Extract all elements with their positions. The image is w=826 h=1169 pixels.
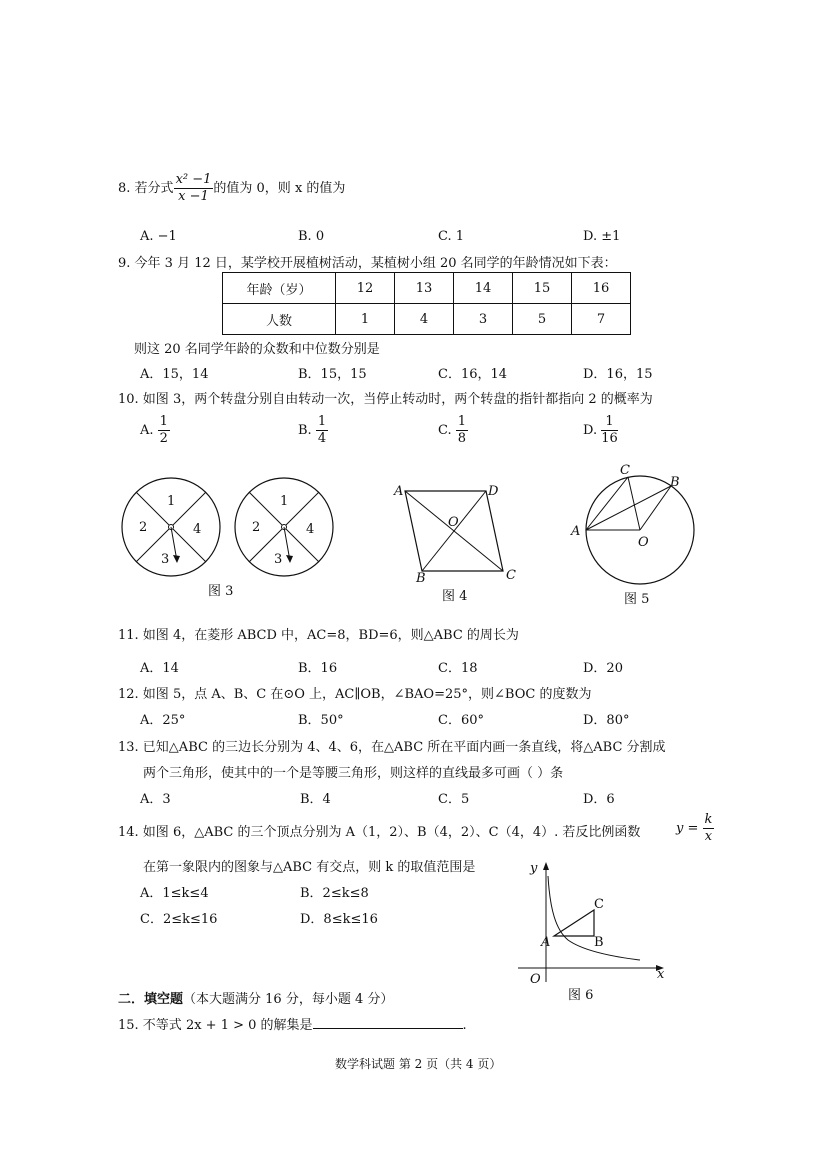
q9-question: 则这 20 名同学年龄的众数和中位数分别是 (134, 342, 380, 357)
q8-option-a: A. −1 (140, 229, 177, 244)
segment-ab (586, 486, 671, 530)
q12-option-a: A．25° (140, 713, 186, 728)
vertex-label: O (448, 515, 459, 530)
vertex-label: A (541, 935, 551, 950)
vertex-label: A (394, 484, 404, 499)
spinner-label: 3 (161, 552, 170, 567)
vertex-label: B (416, 571, 426, 586)
table-cell: 4 (395, 304, 454, 335)
q13-option-b: B．4 (300, 792, 331, 807)
q10-option-a: A. $\frac{1}{2}$ (140, 414, 168, 446)
figure-5-circle (568, 462, 708, 592)
spinner-label: 2 (252, 520, 261, 535)
vertex-label: D (488, 484, 499, 499)
figure-4-caption: 图 4 (442, 589, 468, 604)
q11-option-c: C．18 (438, 661, 478, 676)
q12-option-d: D．80° (583, 713, 630, 728)
q14-stem-line1: 14. 如图 6，△ABC 的三个顶点分别为 A（1，2）、B（4，2）、C（4，4）. 若反比例函数 (118, 825, 641, 840)
spinner-label: 2 (139, 520, 148, 535)
q14-option-a: A．1≤k≤4 (140, 886, 209, 901)
q8-option-b: B. 0 (298, 229, 325, 244)
q13-stem-line2: 两个三角形，使其中的一个是等腰三角形，则这样的直线最多可画（ ）条 (143, 766, 564, 781)
fraction: $\frac{1}{2}$ (159, 414, 168, 446)
q11-option-b: B．16 (298, 661, 338, 676)
spinner-label: 1 (167, 494, 176, 509)
q14-function: y = $\frac{k}{x}$ (676, 812, 713, 844)
fraction: $\frac{1}{8}$ (457, 414, 467, 446)
point-label: A (571, 524, 581, 539)
figure-5-caption: 图 5 (624, 592, 650, 607)
figure-4-rhombus (392, 478, 522, 588)
figure-3-caption: 图 3 (208, 584, 234, 599)
vertex-label: B (594, 935, 604, 950)
q13-option-d: D．6 (583, 792, 615, 807)
spinner-pointer-arrow (173, 555, 180, 563)
q9-option-c: C．16，14 (438, 367, 508, 382)
q9-option-b: B．15，15 (298, 367, 367, 382)
table-row (223, 304, 631, 335)
point-label: C (620, 463, 630, 478)
spinner-left (122, 478, 220, 576)
q10-stem: 10. 如图 3，两个转盘分别自由转动一次，当停止转动时，两个转盘的指针都指向 2 的概率为 (118, 392, 653, 407)
q9-stem: 9. 今年 3 月 12 日，某学校开展植树活动，某植树小组 20 名同学的年龄情况如下表： (118, 256, 617, 271)
axis-label: y (530, 861, 538, 876)
table-cell: 1 (336, 304, 395, 335)
table-cell: 5 (513, 304, 572, 335)
q9-option-a: A．15，14 (140, 367, 209, 382)
q14-stem-line2: 在第一象限内的图象与△ABC 有交点，则 k 的取值范围是 (143, 860, 476, 875)
figure-6-caption: 图 6 (568, 988, 594, 1003)
fraction: $\frac{1}{16}$ (601, 414, 618, 446)
q8-stem: 8. 若分式 $\frac{\text{x² −1}}{x -1}$ 的值为 0，则 x 的值为 (118, 172, 346, 204)
q13-stem-line1: 13. 已知△ABC 的三边长分别为 4、4、6，在△ABC 所在平面内画一条直线，将△ABC 分割成 (118, 740, 666, 755)
table-cell: 12 (336, 273, 395, 304)
spinner-label: 4 (193, 522, 202, 537)
q8-fraction: $\frac{\text{x² −1}}{x -1}$ (175, 172, 212, 204)
table-cell: 15 (513, 273, 572, 304)
segment-ob (640, 486, 671, 530)
point-label: B (670, 475, 680, 490)
q14-option-c: C．2≤k≤16 (140, 912, 218, 927)
q12-option-b: B．50° (298, 713, 344, 728)
q13-option-a: A．3 (140, 792, 171, 807)
q14-option-b: B．2≤k≤8 (300, 886, 369, 901)
fraction: $\frac{1}{4}$ (317, 414, 327, 446)
spinner-label: 1 (280, 494, 289, 509)
spinner-label: 3 (274, 552, 283, 567)
q9-option-d: D．16，15 (583, 367, 653, 382)
table-cell: 3 (454, 304, 513, 335)
spinner-pointer-arrow (286, 555, 293, 563)
q8-option-c: C. 1 (438, 229, 465, 244)
diagonal-bd (422, 491, 486, 571)
origin-label: O (530, 972, 541, 987)
table-cell: 人数 (223, 304, 336, 335)
table-row (223, 273, 631, 304)
q15-stem: 15. 不等式 2x + 1 > 0 的解集是 . (118, 1014, 467, 1033)
axis-label: x (657, 967, 665, 982)
q11-stem: 11. 如图 4，在菱形 ABCD 中，AC=8，BD=6，则△ABC 的周长为 (118, 628, 519, 643)
vertex-label: C (594, 897, 604, 912)
q10-option-d: D. $\frac{1}{16}$ (583, 414, 618, 446)
answer-blank[interactable] (313, 1015, 463, 1029)
table-cell: 年龄（岁） (223, 273, 336, 304)
figure-3-spinners (118, 475, 348, 585)
q12-stem: 12. 如图 5，点 A、B、C 在⊙O 上，AC∥OB，∠BAO=25°，则∠BOC 的度数为 (118, 687, 592, 702)
page-footer: 数学科试题 第 2 页（共 4 页） (335, 1057, 502, 1071)
q13-option-c: C．5 (438, 792, 470, 807)
vertex-label: C (506, 568, 516, 583)
q11-option-a: A．14 (140, 661, 179, 676)
q14-option-d: D．8≤k≤16 (300, 912, 378, 927)
y-axis-arrow (543, 862, 549, 870)
fraction: $\frac{k}{x}$ (704, 812, 713, 844)
point-label: O (638, 535, 649, 550)
q10-option-c: C. $\frac{1}{8}$ (438, 414, 467, 446)
spinner-label: 4 (306, 522, 315, 537)
table-cell: 13 (395, 273, 454, 304)
table-cell: 7 (572, 304, 631, 335)
table-cell: 16 (572, 273, 631, 304)
q10-option-b: B. $\frac{1}{4}$ (298, 414, 327, 446)
section-2-heading: 二．填空题（本大题满分 16 分，每小题 4 分） (118, 992, 394, 1007)
q8-option-d: D. ±1 (583, 229, 621, 244)
figure-6-graph (512, 850, 672, 985)
age-table (222, 272, 631, 335)
spinner-right (235, 478, 333, 576)
q12-option-c: C．60° (438, 713, 484, 728)
triangle-abc (554, 910, 594, 936)
q11-option-d: D．20 (583, 661, 623, 676)
table-cell: 14 (454, 273, 513, 304)
